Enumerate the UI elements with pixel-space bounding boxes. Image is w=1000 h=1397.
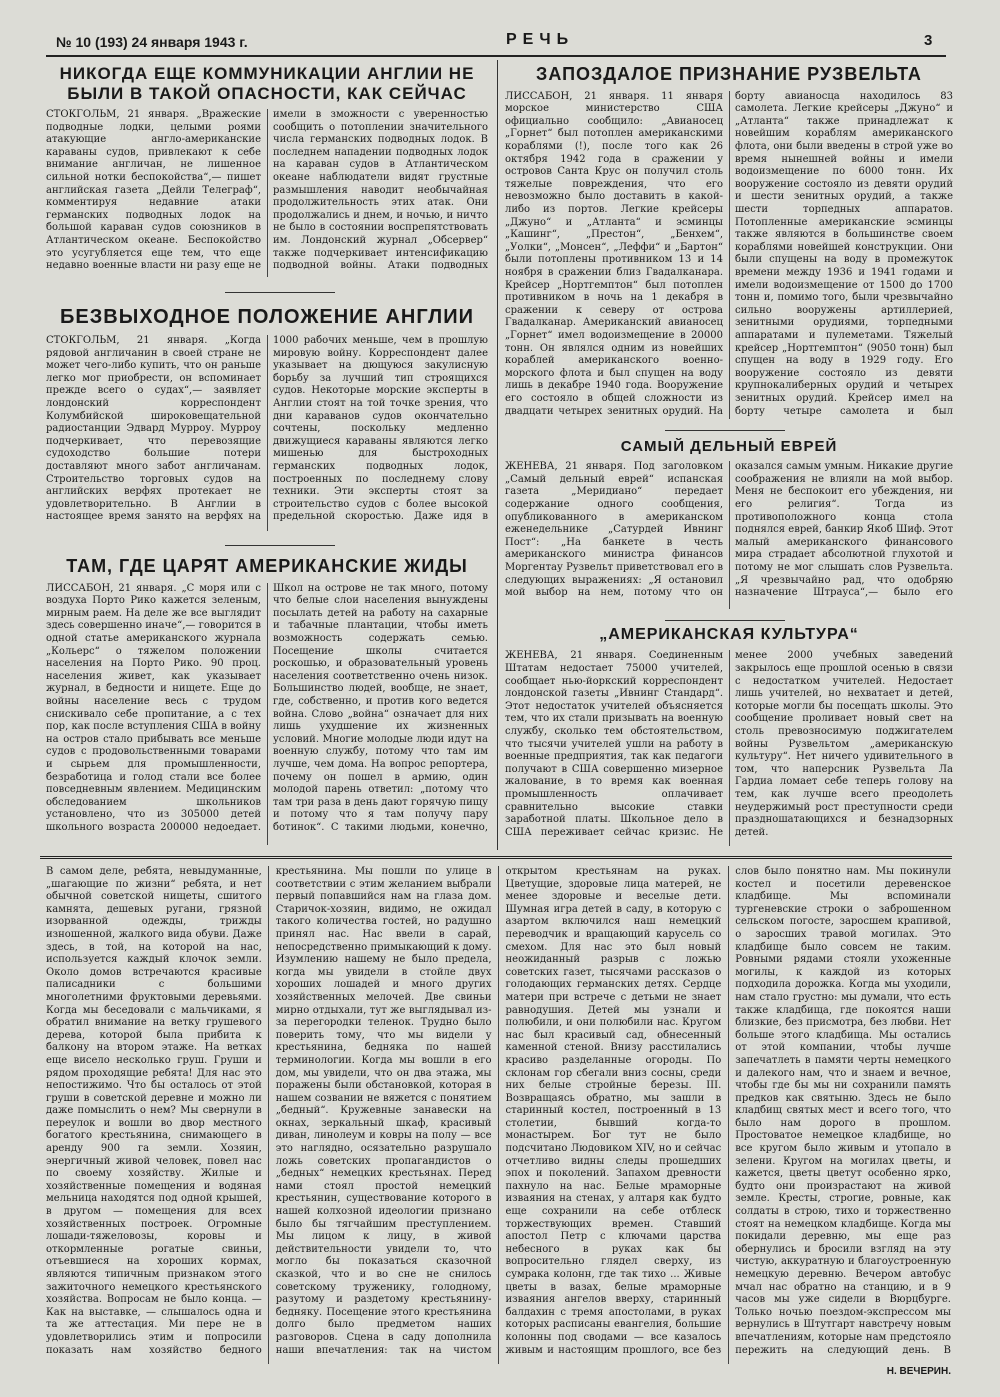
top-rule — [46, 55, 946, 57]
headline-england: БЕЗВЫХОДНОЕ ПОЛОЖЕНИЕ АНГЛИИ — [60, 306, 474, 328]
article-jew — [505, 438, 953, 613]
headline-culture: „АМЕРИКАНСКАЯ КУЛЬТУРА“ — [599, 626, 859, 643]
text-england: СТОКГОЛЬМ, 21 января. „Когда рядовой англичанин в своей стране не может чего-либо купить, что он раньше легко мог приобрести, он вспоминает прежде всего о судах“,— заявляет лондонский корреспондент Колумбийской широковещательной радиостанции Эдвард Мурроу. Мурроу подчеркивает, что перевозящие судоходство большие потери доставляют много забот англичанам. Строительство торговых судов на английских верфях протекает не удовлетворительно. В Англии в настоящее время занято на верфях на 1000 рабочих меньше, чем в прошлую мировую войну. Корреспондент далее указывает на дющуюся закулисную борьбу за лучший тип строящихся судов. Некоторые морские эксперты в Англии стоят на той точке зрения, что дни караванов судов окончательно сочтены, поскольку медленно движущиеся караваны являются легко мишенью для быстроходных германских подводных лодок, построенных по последнему слову техники. Эти эксперты стоят за строительство судов с более высокой предельной скоростью. Даже идя в — [46, 335, 488, 523]
text-puerto-rico: ЛИССАБОН, 21 января. „С моря или с воздуха Порто Рико кажется зеленым, мирным раем. На деле же все выглядит здесь совершенно иначе“,— говорится в одной статье американского журнала „Кольерс“ о тяжелом положении населения на Порто Рико. 90 проц. населения живет, как указывает журнал, в бедности и нищете. Еще до войны население весь с трудом снискивало себе пропитание, а с тех пор, как после вступления США в войну на остров стало прибывать все меньше судов с продовольственными товарами и сырьем для промышленности, безработица и голод стали все более повседневным явлением. Медицинским обследованием школьников установлено, что из 305000 детей школьного возраста 200000 недоедает. Школ на острове не так много, потому что белые слои населения вынуждены посылать детей на работу на сахарные и табачные плантации, чтобы иметь возможность содержать семью. Посещение школы считается роскошью, и образовательный уровень населения соответственно очень низок. Большинство людей, вообще, не знает, где, собственно, и против кого ведется война. Слово „война“ означает для них лишь ухудшение их жизненных условий. Многие молодые люди идут на военную службу, потому что там им лучше, чем дома. На вопрос репортера, почему он пошел в армию, один молодой парень ответил: „потому что там три раза в день дают горячую пищу и потому что я там получу пару ботинок“. С такими людьми, конечно, — [46, 582, 488, 833]
center-divider — [497, 60, 498, 850]
article-feature — [46, 866, 951, 1388]
article-england — [46, 306, 488, 536]
issue-date: № 10 (193) 24 января 1943 г. — [56, 34, 248, 50]
text-roosevelt: ЛИССАБОН, 21 января. 11 января морское министерство США официально сообщило: „Авианосец „Горнет“ был потоплен американскими кораблями (!), после того как 26 октября 1942 года в сражении у островов Санта Крус он получил столь тяжелые повреждения, что его невозможно было доставить в какой-либо из портов. Легкие крейсеры „Джуно“ и „Атланта“ и эсминцы „Кашинг“, „Престон“, „Бенхем“, „Уолки“, „Монсен“, „Леффи“ и „Бартон“ были потоплены противником 13 и 14 ноября в сражении близ Гвадалканара. Крейсер „Нортгемптон“ был потоплен противником в ночь на 1 декабря в сражении к северу от острова Гвадалканар. Американский авианосец „Горнет“ имел водоизмещение в 20000 тонн. Он являлся одним из новейших кораблей американского военно-морского флота и был спущен на воду лишь в декабре 1940 года. Вооружение его состояло в общей сложности из двадцати четырех зенитных орудий. На борту авианосца находилось 83 самолета. Легкие крейсеры „Джуно“ и „Атланта“ также принадлежат к новейшим кораблям американского флота, они были введены в строй уже во время нынешней войны и имели водоизмещение по 6000 тонн. Их вооружение состояло из девяти орудий и шести зенитных орудий, а также шести торпедных аппаратов. Потопленные американские эсминцы также являются в большинстве своем кораблями новейшей конструкции. Они были спущены на воду в промежуток времени между 1936 и 1941 годами и имели водоизмещение от 1500 до 1700 тонн и, помимо того, были чрезвычайно сильно вооружены артиллерией, зенитными орудиями, торпедными аппаратами и пулеметами. Тяжелый крейсер „Нортгемптон“ (9050 тонн) был спущен на воду в 1929 году. Его вооружение состояло из девяти крупнокалиберных орудий и четырех зенитных орудий. Крейсер имел на борту четыре самолета и был — [505, 90, 953, 417]
article-roosevelt — [505, 64, 953, 422]
headline-communications: НИКОГДА ЕЩЕ КОММУНИКАЦИИ АНГЛИИ НЕ БЫЛИ В ТАКОЙ ОПАСНОСТИ, КАК СЕЙЧАС — [59, 64, 475, 103]
article-culture — [505, 626, 953, 852]
divider — [665, 620, 785, 621]
divider — [225, 545, 335, 546]
headline-jew: САМЫЙ ДЕЛЬНЫЙ ЕВРЕЙ — [620, 438, 838, 455]
page-number: 3 — [924, 32, 933, 49]
paper-title: РЕЧЬ — [506, 31, 575, 48]
text-jew: ЖЕНЕВА, 21 января. Под заголовком „Самый дельный еврей“ испанская газета „Меридиано“ передает содержание одного сообщения, опубликованного в американском еженедельнике „Сатурдей Ивнинг Пост“: „На банкете в честь американского министра финансов Моргентау Рузвельт приветствовал его в следующих выражениях: „Я остановил мой выбор на нем, потому что он оказался самым умным. Никакие другие соображения не влияли на мой выбор. Меня не беспокоит его убеждения, ни его религия“. Тогда из противоположного конца стола поднялся еврей, банкир Якоб Шиф. Этот малый американского финансового мира страдает абсолютной глухотой и потому не мог слышать слов Рузвельта. „Я чрезвычайно рад, что одобряю назначение Штрауса“,— было его — [505, 461, 953, 599]
signature: Н. ВЕЧЕРИН. — [886, 1366, 951, 1377]
headline-puerto-rico: ТАМ, ГДЕ ЦАРЯТ АМЕРИКАНСКИЕ ЖИДЫ — [66, 556, 468, 576]
text-communications: СТОКГОЛЬМ, 21 января. „Вражеские подводные лодки, целыми роями атакующие англо-американские караваны судов, привлекают к себе внимание англичан, не лишенное сильной нотки беспокойства“,— пишет английская газета „Дейли Телеграф“, комментируя недавние атаки германских подводных лодок на большой караван судов союзников в Атлантическом океане. Беспокойство это усугубляется еще тем, что еще недавно военные власти ни разу еще не имели в зможности с уверенностью сообщить о потоплении значительного числа германских подводных лодок. В последнем нападении подводных лодок на караван судов в Атлантическом океане наблюдатели видят грустные размышления наводит необычайная продолжительность этих атак. Они продолжались и днем, и ночью, и ничто не было в состоянии воспрепятствовать им. Лондонский журнал „Обсервер“ также подчеркивает интенсификацию подводной войны. Атаки подводных — [46, 109, 488, 272]
section-rule — [40, 856, 952, 859]
divider — [225, 292, 335, 293]
article-puerto-rico — [46, 556, 488, 850]
divider — [665, 430, 785, 431]
text-culture: ЖЕНЕВА, 21 января. Соединенным Штатам недостает 75000 учителей, сообщает нью-йоркский корреспондент лондонской газеты „Ивнинг Стандард“. Этот недостаток учителей объясняется тем, что их стали призывать на военную службу, сколько тем обстоятельством, что тысячи учителей ушли на работу в военные предприятия, так как педагоги получают в США совершенно мизерное жалование, в то время как военная промышленность оплачивает сравнительно высокие ставки заработной платы. Школьное дело в США переживает сейчас кризис. Не менее 2000 учебных заведений закрылось еще прошлой осенью в связи с недостатком учителей. Недостает лишь учителей, но нехватает и детей, которые могли бы посещать школы. Это сообщение проливает новый свет на столь превозносимую поджигателем войны Рузвельтом „американскую культуру“. Нет ничего удивительного в том, что наперсник Рузвельта Ла Гардиа ломает себе теперь голову на тем, как лучше всего преодолеть неудержимый рост преступности среди праздношатающихся и безнадзорных детей. — [505, 650, 953, 838]
text-feature: В самом деле, ребята, невыдуманные, „шагающие по жизни“ ребята, и нет обычной советской нищеты, сшитого камнята, дешевых ругани, грязной изорванной одежды, трижды изношенной, жалкого вида обуви. Даже здесь, в той, на которой на нас, используется каждый клочок земли. Около домов встречаются красивые палисадники с большими многолетними фруктовыми деревьями. Когда мы беседовали с мальчиками, я обратил внимание на ветку грушевого дерева, которой была прибита к балкону на втором этаже. На ветках еще висело несколько груш. Груши и рядом проходящие ребята! Для нас это непостижимо. Что бы осталось от этой груши в советской деревне и можно ли даже помыслить о нем? Мы свернули в переулок и вошли во двор местного богатого крестьянина, снимающего в аренду 900 га земли. Хозяин, энергичный живой человек, повел нас по своему хозяйству. Жилые и хозяйственные помещения и водяная мельница находятся под одной крышей, в другом — помещения для всех хозяйственных построек. Огромные лошади-тяжеловозы, коровы и откормленные рогатые свиньи, отъевшиеся на хороших кормах, являются типичным признаком этого зажиточного немецкого крестьянского хозяйства. Вопросам не было конца. — Как на выставке, — слышалось одна и та же аттестация. Ми пере не в удовлетворились этим и попросили показать нам хозяйство бедного крестьянина. Мы пошли по улице в соответствии с этим желанием выбрали первый попавшийся нам на глаза дом. Старичок-хозяин, видимо, не ожидал такого количества гостей, но радушно принял нас. Нас ввели в сарай, непосредственно примыкающий к дому. Изумлению нашему не было предела, когда мы увидели в стойле двух хороших лошадей и много других хозяйственных мелочей. Две свиньи мирно отдыхали, тут же выглядывал из-за перегородки теленок. Трудно было поверить тому, что мы видели у крестьянина, бедняка по нашей терминологии. Когда мы вошли в его дом, мы увидели, что он два этажа, мы поражены были обстановкой, которая в нашем созвании не вяжется с понятием „бедный“. Кружевные занавески на окнах, зеркальный шкаф, красивый диван, линолеум и ковры на полу — все это наглядно, осязательно разрушало ложь советских пропагандистов о „бедных“ немецких крестьянах. Перед нами стоял простой немецкий крестьянин, существование которого в нашей колхозной идеологии признано было бы тягчайшим преступлением. Мы лицом к лицу, в живой действительности увидели то, что могло бы показаться сказочной сказкой, что и во сне не снилось советскому труженику, голодному, разутому и раздетому крестьянину-бедняку. Посещение этого крестьянина долго было предметом наших разговоров. Сцена в саду дополнила наши впечатления: так на чистом открытом крестьянам на руках. Цветущие, здоровые лица матерей, не менее здоровые и веселые дети. Шумная игра детей в саду, в которую с азартом включился наш немецкий переводчик и вращающий карусель со смехом. Для нас это был новый неожиданный разрыв с ложью советских газет, тысячами рассказов о голодающих германских детях. Сердце матери при встрече с детьми не знает равнодушия. Детей мы узнали и полюбили, и они полюбили нас. Кругом нас был красивый сад, обнесенный каменной стеной. Внизу расстилались красиво разделанные огороды. По склонам гор сбегали вниз сосны, среди них белые стройные березы. III. Возвращаясь обратно, мы зашли в старинный костел, построенный в 13 столетии, бывший когда-то монастырем. Бог тут не было подсчитано Людовиком XIV, но и сейчас отчетливо видны следы прошедших эпох и поколений. Запахом древности пахнуло на нас. Белые мраморные изваяния на стенах, у алтаря как будто еще сохранили на себе отблеск торжествующих времен. Ставший апостол Петр с ключами царства небесного в руках как бы вопросительно глядел сверху, из сумрака колонн, где так тихо ... Живые цветы в вазах, белые мраморные изваяния ангелов вверху, старинный балдахин с тремя апостолами, в руках которых расписаны евангелия, большие колонны под сводами — все казалось живым и настоящим прошлого, все без слов было понятно нам. Мы покинули костел и посетили деревенское кладбище. Мы вспоминали тургеневские строки о заброшенном сельском погосте, заросшем крапивой, о заросших травой могилах. Это кладбище было совсем не таким. Ровными рядами стояли ухоженные могилы, к каждой из которых подходила дорожка. Когда мы уходили, нам стало грустно: мы думали, что есть также кладбища, где покоятся наши близкие, без присмотра, без любви. Нет больше этого кладбища. Мы остались от этой компании, чтобы лучше запечатлеть в памяти черты немецкого и далекого нам, что и знаем и вечное, чтобы где бы мы ни сохранили память предков как святыню. Здесь не было кладбищ святых мест и всего того, что было нам дорого в прошлом. Простоватое немецкое кладбище, но все кругом было живым и утопало в зелени. Кругом на могилах цветы, и кажется, цветы цветут особенно ярко, будто они произрастают на живой земле. Кресты, строгие, ровные, как солдаты в строю, тихо и торжественно стоят на немецком кладбище. Когда мы покидали деревню, мы еще раз обернулись и бросили взгляд на эту чистую, аккуратную и благоустроенную немецкую деревню. Вечером автобус мчал нас обратно на станцию, и в 9 часов мы уже сидели в Вюрцбурге. Только ночью поездом-экспрессом мы вернулись в Штутгарт навстречу новым впечатлениям, которые нам предстояло пережить на следующий день. В — [46, 866, 951, 1356]
headline-roosevelt: ЗАПОЗДАЛОЕ ПРИЗНАНИЕ РУЗВЕЛЬТА — [536, 64, 922, 84]
masthead — [46, 30, 946, 52]
article-communications — [46, 64, 488, 284]
